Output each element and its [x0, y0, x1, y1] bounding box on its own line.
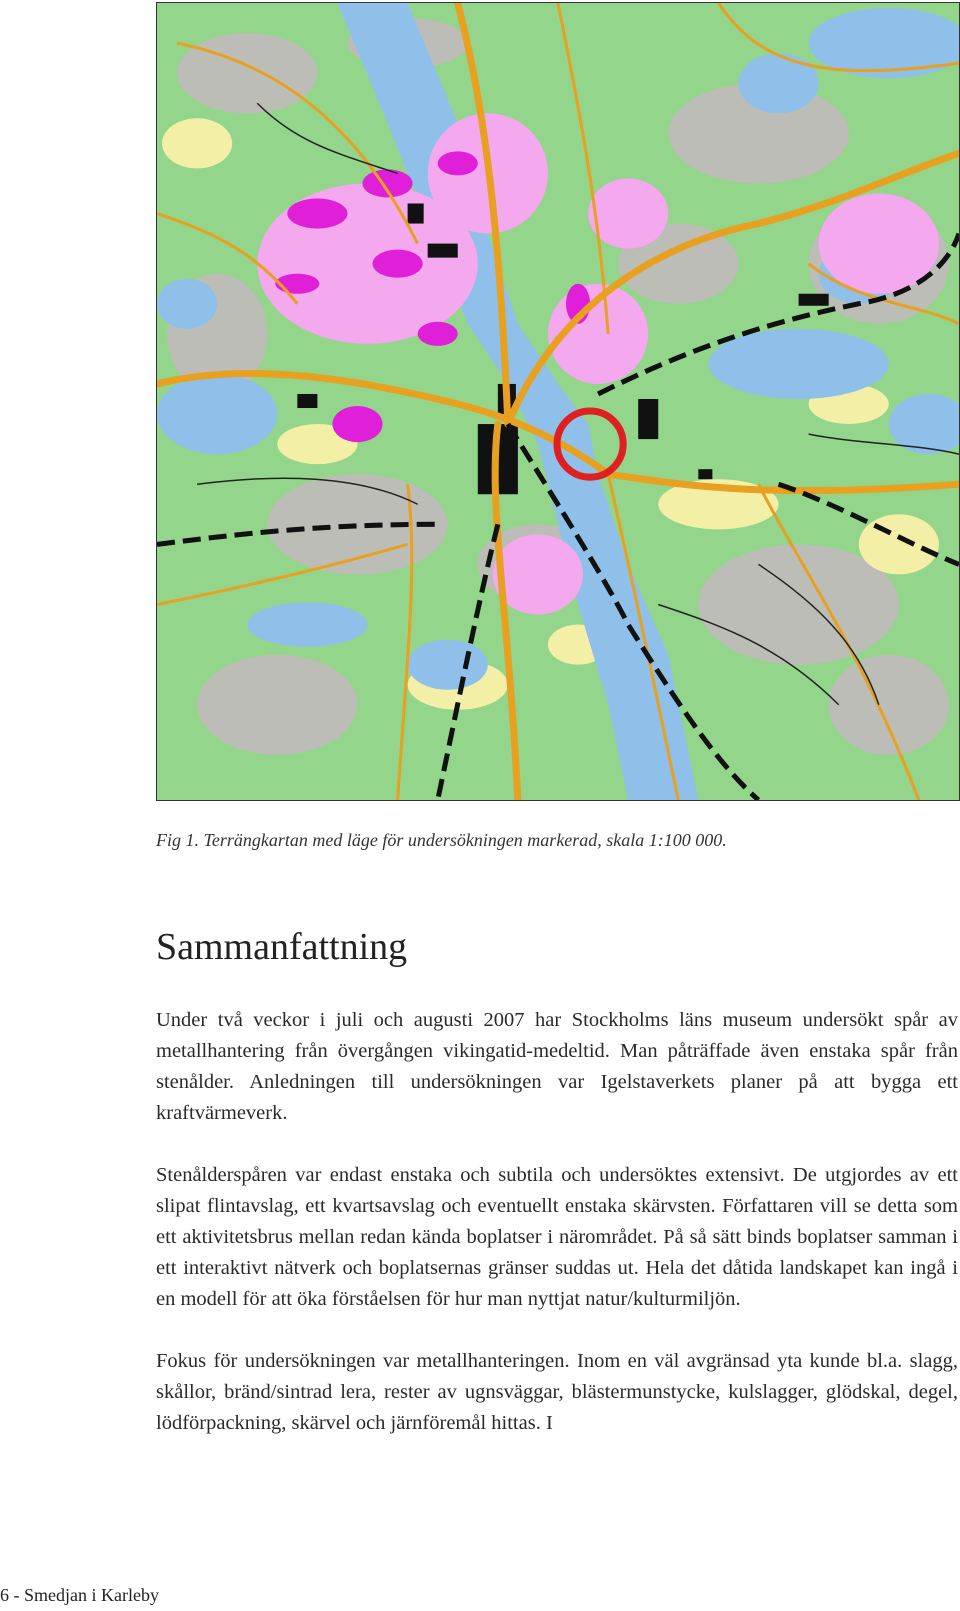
- figure-caption: Fig 1. Terrängkartan med läge för undersökningen markerad, skala 1:100 000.: [156, 830, 727, 850]
- page-footer: 6 - Smedjan i Karleby: [0, 1585, 159, 1605]
- body-text: [156, 1005, 958, 1470]
- paragraph: Fokus för undersökningen var metallhanteringen. Inom en väl avgränsad yta kunde bl.a. slagg, skållor, bränd/sintrad lera, rester av ugnsväggar, blästermunstycke, kulslagger, glödskal, degel, lödförpackning, skärvel och järnföremål hittas. I: [156, 1350, 958, 1434]
- section-heading: Sammanfattning: [156, 926, 408, 968]
- paragraph: Under två veckor i juli och augusti 2007 har Stockholms läns museum undersökt spår av metallhantering från övergången vikingatid-medeltid. Man påträffade även enstaka spår från stenålder. Anledningen till undersökningen var Igelstaverkets planer på att bygga ett kraftvärmeverk.: [156, 1009, 958, 1124]
- paragraph: Stenålderspåren var endast enstaka och subtila och undersöktes extensivt. De utgjordes av ett slipat flintavslag, ett kvartsavslag och eventuellt enstaka skärvsten. Författaren vill se detta som ett aktivitetsbrus mellan redan kända boplatser i närområdet. På så sätt binds boplatser samman i ett interaktivt nätverk och boplatsernas gränser suddas ut. Hela det dåtida landskapet kan ingå i en modell för att öka förståelsen för hur man nyttjat natur/kulturmiljön.: [156, 1164, 958, 1310]
- terrain-map: [156, 2, 960, 801]
- map-graphic: [157, 3, 959, 800]
